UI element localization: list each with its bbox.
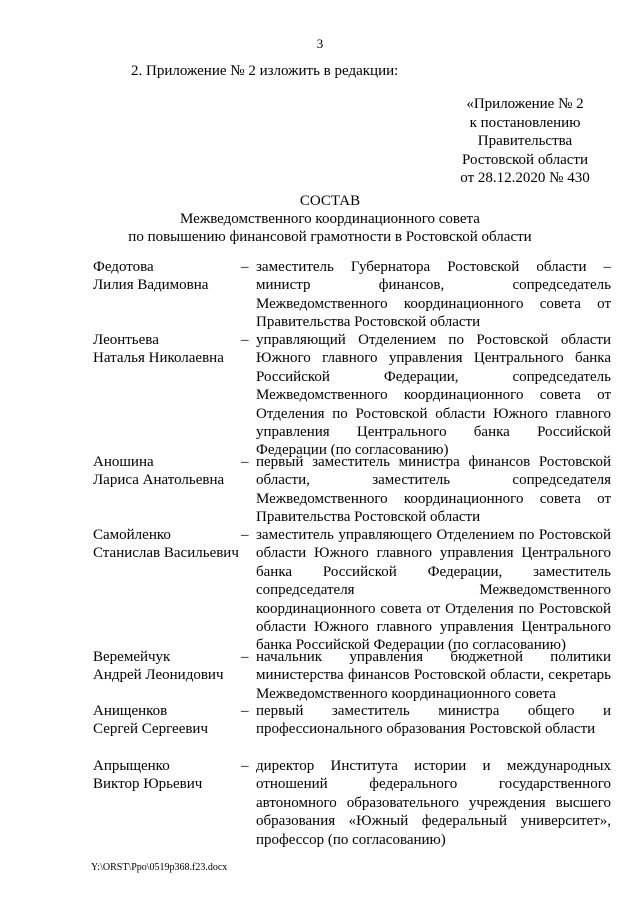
member-row — [93, 757, 613, 848]
member-row — [93, 258, 613, 331]
member-name — [93, 702, 241, 739]
appendix-line: Правительства — [477, 133, 573, 149]
dash-separator: – — [241, 758, 249, 774]
member-position: первый заместитель министра финансов Ростовской области, заместитель сопредседателя Межведомственного координационного совета от Правительства Ростовской области — [256, 454, 611, 526]
title-heading: СОСТАВ — [299, 193, 361, 209]
member-surname: Леонтьева — [93, 332, 159, 348]
member-row — [93, 526, 613, 654]
document-title — [90, 192, 570, 246]
member-surname: Федотова — [93, 259, 154, 275]
file-path-footer: Y:\ORST\Ppo\0519p368.f23.docx — [91, 862, 228, 873]
appendix-reference — [430, 95, 620, 188]
dash-separator: – — [241, 454, 249, 470]
member-position: директор Института истории и международных отношений федерального государственного автономного образовательного учреждения высшего образования «Южный федеральный университет», профессор (по согласованию) — [256, 758, 611, 848]
dash-separator: – — [241, 259, 249, 275]
member-row — [93, 331, 613, 459]
member-given-names: Наталья Николаевна — [93, 350, 224, 367]
member-given-names: Виктор Юрьевич — [93, 776, 203, 793]
member-given-names: Станислав Васильевич — [93, 545, 239, 562]
member-name — [93, 757, 241, 794]
appendix-line: «Приложение № 2 — [466, 96, 584, 112]
dash-separator: – — [241, 649, 249, 665]
title-line: Межведомственного координационного совета — [180, 211, 480, 227]
dash-separator: – — [241, 332, 249, 348]
member-row — [93, 648, 613, 702]
member-surname: Апрыщенко — [93, 758, 170, 774]
member-name — [93, 648, 241, 685]
member-name — [93, 526, 241, 563]
member-position: заместитель Губернатора Ростовской области – министр финансов, сопредседатель Межведомственного координационного совета от Правительства Ростовской области — [256, 259, 611, 331]
member-list — [93, 258, 613, 848]
member-given-names: Лариса Анатольевна — [93, 472, 225, 489]
member-surname: Веремейчук — [93, 649, 171, 665]
title-line: по повышению финансовой грамотности в Ростовской области — [128, 229, 532, 245]
member-row — [93, 702, 613, 757]
dash-separator: – — [241, 527, 249, 543]
member-given-names: Сергей Сергеевич — [93, 721, 209, 738]
intro-text: 2. Приложение № 2 изложить в редакции: — [131, 63, 399, 79]
member-row — [93, 453, 613, 526]
member-name — [93, 453, 241, 490]
page-number: 3 — [316, 36, 324, 51]
member-given-names: Лилия Вадимовна — [93, 277, 209, 294]
member-name — [93, 258, 241, 295]
member-name — [93, 331, 241, 368]
member-surname: Самойленко — [93, 527, 171, 543]
member-surname: Аношина — [93, 454, 154, 470]
member-surname: Анищенков — [93, 703, 168, 719]
dash-separator: – — [241, 703, 249, 719]
appendix-line: к постановлению — [469, 114, 581, 131]
appendix-line: от 28.12.2020 № 430 — [460, 170, 590, 186]
member-given-names: Андрей Леонидович — [93, 667, 224, 684]
member-position: первый заместитель министра общего и профессионального образования Ростовской области — [256, 703, 611, 738]
member-position: управляющий Отделением по Ростовской области Южного главного управления Центрального банка Российской Федерации, сопредседатель Межведомственного координационного совета от Отделения по Ростовской области Южного главного управления Центрального банка Российской Федерации (по согласованию) — [256, 332, 611, 459]
member-position: заместитель управляющего Отделением по Ростовской области Южного главного управления Центрального банка Российской Федерации, заместитель сопредседателя Межведомственного координационного совета от Отделения по Ростовской области Южного главного управления Центрального банка Российской Федерации (по согласованию) — [256, 527, 611, 654]
member-position: начальник управления бюджетной политики министерства финансов Ростовской области, секретарь Межведомственного координационного совета — [256, 649, 611, 702]
appendix-line: Ростовской области — [462, 151, 588, 168]
